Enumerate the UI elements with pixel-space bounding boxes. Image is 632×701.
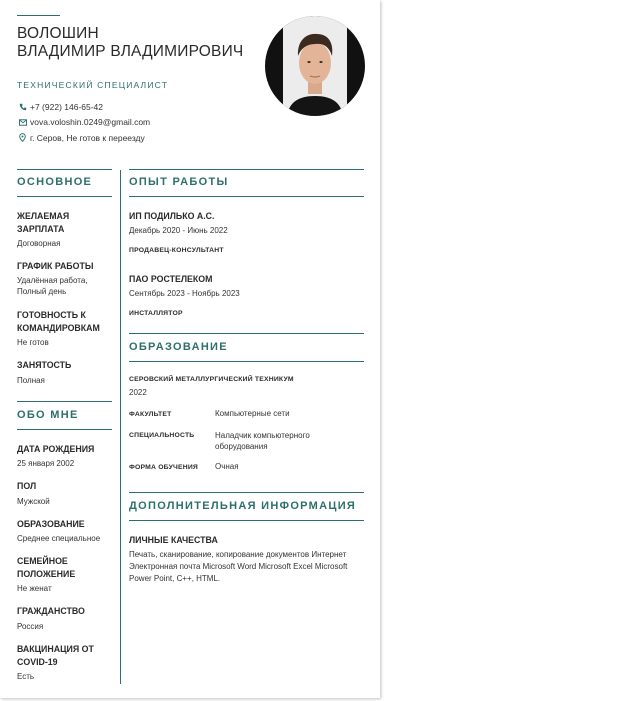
contact-email-text: vova.voloshin.0249@gmail.com (30, 117, 151, 128)
job-1-role: ПРОДАВЕЦ-КОНСУЛЬТАНТ (129, 247, 224, 254)
contact-phone[interactable] (17, 99, 150, 115)
full-name (17, 25, 243, 61)
location-pin-icon (17, 133, 28, 142)
education-value: Среднее специальное (17, 534, 101, 543)
contact-email[interactable] (17, 115, 150, 131)
education-bottom-rule (129, 361, 364, 362)
job-1-company: ИП ПОДИЛЬКО А.С. (129, 211, 215, 221)
about-section-top-rule (17, 401, 112, 402)
birth-date-value: 25 января 2002 (17, 459, 75, 468)
salary-value: Договорная (17, 239, 61, 248)
about-section-title: ОБО МНЕ (17, 409, 79, 421)
birth-date-label: ДАТА РОЖДЕНИЯ (17, 444, 95, 454)
first-middle-name: ВЛАДИМИР ВЛАДИМИРОВИЧ (17, 43, 244, 60)
main-section-top-rule (17, 169, 112, 170)
contact-phone-text: +7 (922) 146-65-42 (30, 101, 104, 112)
last-name: ВОЛОШИН (17, 25, 99, 42)
contacts-list (17, 99, 150, 146)
citizenship-value: Россия (17, 622, 44, 631)
job-1-period: Декабрь 2020 - Июнь 2022 (129, 226, 228, 235)
personal-qualities-title: ЛИЧНЫЕ КАЧЕСТВА (129, 535, 218, 545)
education-top-rule (129, 333, 364, 334)
travel-readiness-value: Не готов (17, 338, 49, 347)
specialty-value: Наладчик компьютерного оборудования (215, 431, 310, 451)
vaccination-value: Есть (17, 672, 35, 681)
faculty-label: ФАКУЛЬТЕТ (129, 411, 172, 418)
personal-qualities-text: Печать, сканирование, копирование документов Интернет Электронная почта Microsoft Word Microsoft Excel Microsoft Power Point, С++, HTML. (129, 550, 348, 583)
faculty-value: Компьютерные сети (215, 409, 290, 418)
study-form-label: ФОРМА ОБУЧЕНИЯ (129, 464, 199, 471)
header-accent-line (17, 15, 60, 16)
extra-info-section-title: ДОПОЛНИТЕЛЬНАЯ ИНФОРМАЦИЯ (129, 500, 357, 512)
specialty-label: СПЕЦИАЛЬНОСТЬ (129, 432, 195, 439)
extra-info-top-rule (129, 492, 364, 493)
gender-value: Мужской (17, 497, 50, 506)
marital-status-label: СЕМЕЙНОЕ ПОЛОЖЕНИЕ (17, 556, 76, 579)
education-section-title: ОБРАЗОВАНИЕ (129, 341, 228, 353)
experience-top-rule (129, 169, 364, 170)
main-section-bottom-rule (17, 196, 112, 197)
gender-label: ПОЛ (17, 481, 37, 491)
about-section-bottom-rule (17, 429, 112, 430)
extra-info-bottom-rule (129, 520, 364, 521)
mail-icon (17, 119, 28, 126)
phone-icon (17, 103, 28, 111)
contact-location (17, 130, 150, 146)
school-name: СЕРОВСКИЙ МЕТАЛЛУРГИЧЕСКИЙ ТЕХНИКУМ (129, 376, 294, 383)
job-2-company: ПАО РОСТЕЛЕКОМ (129, 274, 213, 284)
travel-readiness-label: ГОТОВНОСТЬ К КОМАНДИРОВКАМ (17, 310, 100, 333)
schedule-value: Удалённая работа, Полный день (17, 276, 88, 296)
citizenship-label: ГРАЖДАНСТВО (17, 606, 85, 616)
column-divider (120, 170, 121, 684)
education-label: ОБРАЗОВАНИЕ (17, 519, 85, 529)
main-section-title: ОСНОВНОЕ (17, 176, 93, 188)
schedule-label: ГРАФИК РАБОТЫ (17, 261, 94, 271)
job-title: ТЕХНИЧЕСКИЙ СПЕЦИАЛИСТ (17, 80, 169, 90)
contact-location-text: г. Серов, Не готов к переезду (30, 132, 145, 143)
job-2-role: ИНСТАЛЛЯТОР (129, 310, 183, 317)
experience-bottom-rule (129, 196, 364, 197)
experience-section-title: ОПЫТ РАБОТЫ (129, 176, 229, 188)
study-form-value: Очная (215, 462, 239, 471)
vaccination-label: ВАКЦИНАЦИЯ ОТ COVID-19 (17, 644, 94, 667)
salary-label: ЖЕЛАЕМАЯ ЗАРПЛАТА (17, 211, 70, 234)
employment-value: Полная (17, 376, 45, 385)
employment-label: ЗАНЯТОСТЬ (17, 360, 72, 370)
job-2-period: Сентябрь 2023 - Ноябрь 2023 (129, 289, 240, 298)
profile-photo (265, 16, 365, 116)
marital-status-value: Не женат (17, 584, 52, 593)
graduation-year: 2022 (129, 388, 147, 397)
